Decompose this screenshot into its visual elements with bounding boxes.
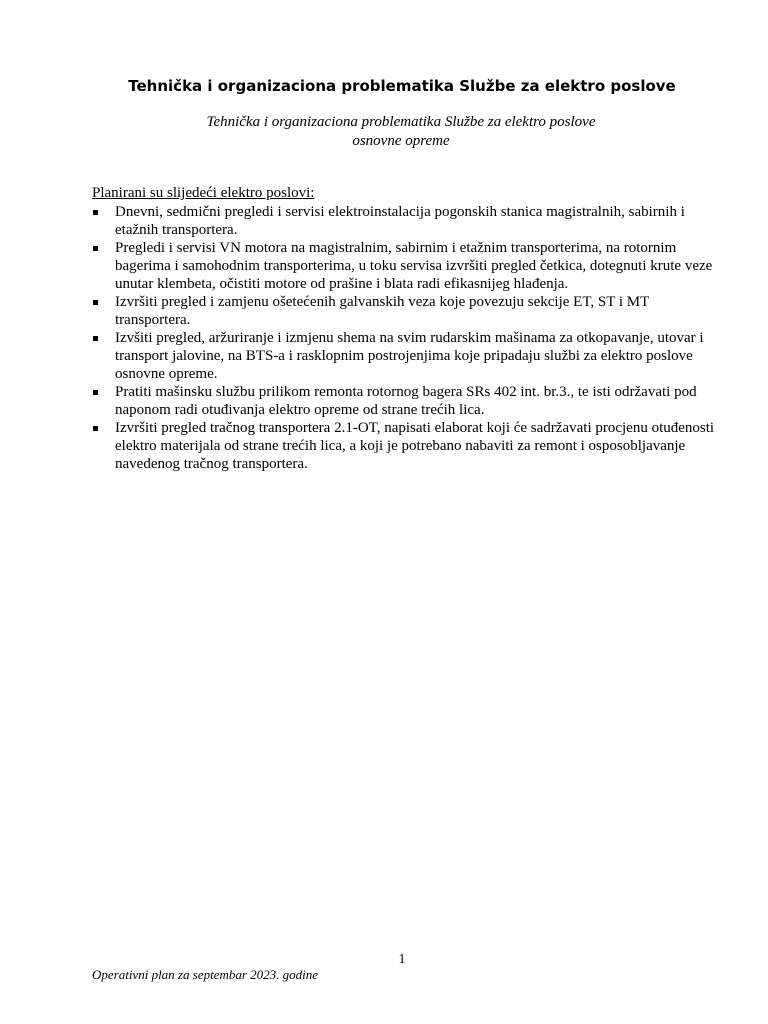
list-item [92, 329, 717, 383]
subtitle-line-2: osnovne opreme [352, 133, 450, 149]
page-title: Tehnička i organizaciona problematika Službe za elektro poslove [128, 77, 676, 95]
list-item [92, 239, 717, 293]
list-item-text: Pregledi i servisi VN motora na magistralnim, sabirnim i etažnim transporterima, na rotornim bagerima i samohodnim transporterima, u toku servisa izvršiti pregled četkica, dotegnuti krute veze unutar klembeta, očistiti motore od prašine i blata radi efikasnijeg hlađenja. [115, 240, 713, 292]
square-bullet-icon [93, 210, 98, 215]
intro-heading: Planirani su slijedeći elektro poslovi: [92, 185, 315, 201]
list-item-text: Dnevni, sedmični pregledi i servisi elektroinstalacija pogonskih stanica magistralnih, sabirnih i etažnih transportera. [115, 204, 685, 238]
list-item-text: Izvršiti pregled i zamjenu ošetećenih galvanskih veza koje povezuju sekcije ET, ST i MT transportera. [115, 294, 650, 328]
list-item [92, 203, 717, 239]
list-item-text: Pratiti mašinsku službu prilikom remonta rotornog bagera SRs 402 int. br.3., te isti održavati pod naponom radi otuđivanja elektro opreme od strane trećih lica. [115, 384, 697, 418]
subtitle [0, 113, 768, 151]
list-item [92, 419, 717, 473]
square-bullet-icon [93, 246, 98, 251]
page-footer: Operativni plan za septembar 2023. godine [92, 967, 319, 982]
list-item-text: Izvšiti pregled, aržuriranje i izmjenu shema na svim rudarskim mašinama za otkopavanje, utovar i transport jalovine, na BTS-a i rasklopnim postrojenjima koje pripadaju službi za elektro poslove osnovne opreme. [115, 330, 704, 382]
subtitle-line-1: Tehnička i organizaciona problematika Službe za elektro poslove [206, 114, 596, 130]
list-item [92, 383, 717, 419]
task-list [92, 203, 717, 473]
square-bullet-icon [93, 336, 98, 341]
square-bullet-icon [93, 426, 98, 431]
page-number: 1 [398, 952, 406, 967]
square-bullet-icon [93, 300, 98, 305]
list-item [92, 293, 717, 329]
square-bullet-icon [93, 390, 98, 395]
list-item-text: Izvršiti pregled tračnog transportera 2.1-OT, napisati elaborat koji će sadržavati procjenu otuđenosti elektro materijala od strane trećih lica, a koji je potrebano nabaviti za remont i osposobljavanje navedenog tračnog transportera. [115, 420, 715, 472]
